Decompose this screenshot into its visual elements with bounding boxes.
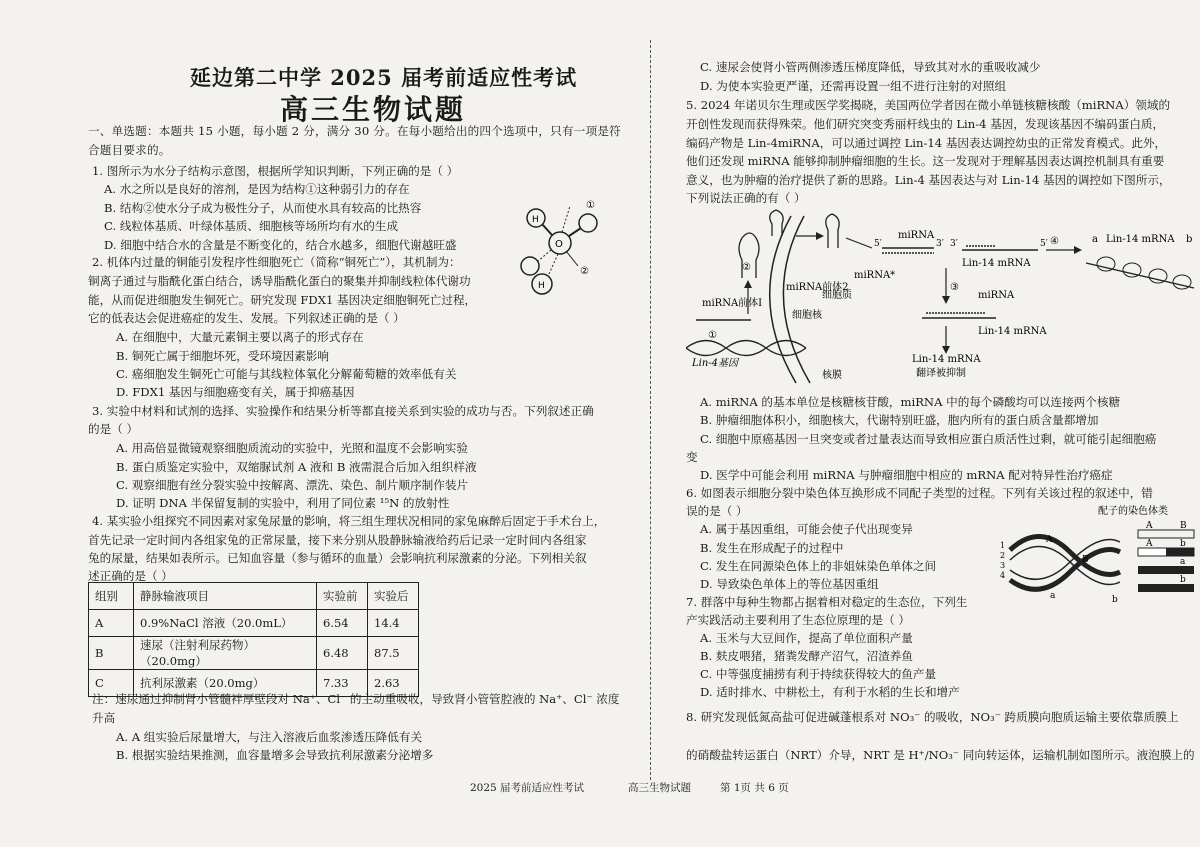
fig-p5: 5′ — [874, 239, 882, 249]
question-stem-line: 的硝酸盐转运蛋白（NRT）介导，NRT 是 H⁺/NO₃⁻ 同向转运体，运输机制如图所示。液泡膜上的 — [686, 748, 1195, 762]
question-stem: 5. 2024 年诺贝尔生理或医学奖揭晓，美国两位学者因在微小单链核糖核酸（miRNA）领域的 — [686, 98, 1171, 112]
fig-precursor1: miRNA前体I — [702, 298, 763, 309]
table-note: 注：速尿通过抑制肾小管髓袢厚壁段对 Na⁺、Cl⁻ 的主动重吸收，导致肾小管管腔液的 Na⁺、Cl⁻ 浓度 — [92, 692, 620, 706]
fig6-gA: A — [1146, 521, 1153, 531]
fig6-B: B — [1082, 555, 1089, 565]
option-b: B. 结构②使水分子成为极性分子，从而使水具有较高的比热容 — [104, 201, 422, 215]
table-cell: 14.4 — [368, 610, 419, 637]
fig-lin14: Lin-14 mRNA — [962, 258, 1031, 269]
fig6-1: 1 — [1000, 541, 1006, 550]
table-cell: 抗利尿激素（20.0mg） — [134, 670, 317, 697]
table-cell: 6.54 — [317, 610, 368, 637]
footer-page: 第 1页 共 6 页 — [720, 782, 789, 794]
fig6-title: 配子的染色体类 — [1098, 506, 1168, 517]
option-b: B. 麸皮喂猪，猪粪发酵产沼气，沼渣养鱼 — [700, 649, 913, 663]
exam-title: 延边第二中学 2025 届考前适应性考试 — [190, 65, 578, 90]
fig-precursor2: miRNA前体2 — [786, 282, 849, 293]
water-molecule-figure — [500, 188, 620, 298]
fig-lin14-2: Lin-14 mRNA — [978, 326, 1047, 337]
option-c: C. 观察细胞有丝分裂实验中按解离、漂洗、染色、制片顺序制作装片 — [116, 478, 469, 492]
fig-lin14-3: Lin-14 mRNA — [1106, 234, 1175, 245]
fig-mirna-star: miRNA* — [854, 270, 896, 281]
option-a: A. 玉米与大豆间作，提高了单位面积产量 — [700, 631, 913, 645]
table-row — [89, 610, 419, 637]
question-stem-line: 意义，也为肿瘤的治疗提供了新的思路。Lin-4 基因表达与对 Lin-14 基因的调控如下图所示， — [686, 173, 1171, 187]
table-cell: C — [89, 670, 134, 697]
fig-p3b: 3′ — [950, 239, 958, 249]
question-stem-line: 误的是（ ） — [686, 504, 748, 518]
fig6-b: b — [1112, 595, 1118, 605]
fig-mirna: miRNA — [898, 230, 935, 241]
option-b: B. 根据实验结果推测，血容量增多会导致抗利尿激素分泌增多 — [116, 748, 434, 762]
fig-n2: ② — [742, 262, 751, 273]
question-stem-line: 产实践活动主要利用了生态位原理的是（ ） — [686, 613, 910, 627]
fig-membrane: 核膜 — [822, 370, 842, 381]
fig6-gA2: A — [1146, 539, 1153, 549]
fig-blocked2: 翻译被抑制 — [916, 368, 966, 379]
fig-mirna-2: miRNA — [978, 290, 1015, 301]
question-stem: 8. 研究发现低氮高盐可促进碱蓬根系对 NO₃⁻ 的吸收，NO₃⁻ 跨质膜向胞质运输主要依靠质膜上 — [686, 710, 1179, 724]
table-header-row — [89, 583, 419, 610]
fig6-gB: B — [1180, 521, 1187, 531]
question-stem: 4. 某实验小组探究不同因素对家兔尿量的影响，将三组生理状况相同的家兔麻醉后固定于手术台上， — [92, 514, 606, 528]
table-header: 实验前 — [317, 583, 368, 610]
question-stem: 3. 实验中材料和试剂的选择、实验操作和结果分析等都直接关系到实验的成功与否。下列叙述正确 — [92, 404, 594, 418]
question-stem-line: 兔的尿量，结果如表所示。已知血容量（参与循环的血量）会影响抗利尿激素的分泌。下列相关叙 — [88, 551, 587, 565]
section-instruction: 一、单选题：本题共 15 小题，每小题 2 分，满分 30 分。在每小题给出的四个选项中，只有一项是符 — [88, 124, 621, 138]
option-a: A. 水之所以是良好的溶剂，是因为结构①这种弱引力的存在 — [104, 182, 410, 196]
fig6-ga: a — [1180, 557, 1186, 567]
fig-a: a — [1092, 234, 1098, 245]
question-stem-line: 铜离子通过与脂酰化蛋白结合，诱导脂酰化蛋白的聚集并抑制线粒体代谢功 — [88, 274, 471, 288]
fig6-2: 2 — [1000, 551, 1006, 560]
table-cell: A — [89, 610, 134, 637]
fig-n3: ③ — [950, 282, 959, 293]
option-c: C. 中等强度捕捞有利于持续获得较大的鱼产量 — [700, 667, 937, 681]
fig6-3: 3 — [1000, 561, 1006, 570]
fig-n4: ④ — [1050, 236, 1059, 247]
question-stem: 2. 机体内过量的铜能引发程序性细胞死亡（简称“铜死亡”），其机制为： — [92, 255, 461, 269]
option-c: C. 癌细胞发生铜死亡可能与其线粒体氧化分解葡萄糖的效率低有关 — [116, 367, 457, 381]
table-cell: 速尿（注射利尿药物）（20.0mg） — [134, 637, 317, 670]
mirna-regulation-figure — [686, 208, 1198, 388]
section-instruction-cont: 合题目要求的。 — [88, 143, 171, 157]
fig6-gb: b — [1180, 539, 1186, 549]
question-stem: 6. 如图表示细胞分裂中染色体互换形成不同配子类型的过程。下列有关该过程的叙述中，错 — [686, 486, 1153, 500]
urine-volume-table — [88, 582, 419, 697]
fig6-gb2: b — [1180, 575, 1186, 585]
option-c-cont: 变 — [686, 450, 698, 464]
fig-b: b — [1186, 234, 1193, 245]
fig-cytoplasm: 细胞质 — [822, 290, 852, 301]
option-a: A. 在细胞中，大量元素铜主要以离子的形式存在 — [116, 330, 364, 344]
fig-p5b: 5′ — [1040, 239, 1048, 249]
fig-nucleus: 细胞核 — [792, 310, 822, 321]
table-cell: 87.5 — [368, 637, 419, 670]
option-a: A. 用高倍显微镜观察细胞质流动的实验中，光照和温度不会影响实验 — [116, 441, 468, 455]
table-note-cont: 升高 — [92, 711, 116, 725]
fig-o: O — [555, 239, 563, 250]
q4-option-d: D. 为使本实验更严谨，还需再设置一组不进行注射的对照组 — [700, 79, 1007, 93]
table-cell: 7.33 — [317, 670, 368, 697]
question-stem-line: 的是（ ） — [88, 422, 139, 436]
option-c: C. 细胞中原癌基因一旦突变或者过量表达而导致相应蛋白质活性过剩，就可能引起细胞癌 — [700, 432, 1157, 446]
fig-p3: 3′ — [936, 239, 944, 249]
table-cell: B — [89, 637, 134, 670]
question-stem: 7. 群落中每种生物都占据着相对稳定的生态位，下列生 — [686, 595, 968, 609]
option-b: B. 发生在形成配子的过程中 — [700, 541, 844, 555]
table-cell: 2.63 — [368, 670, 419, 697]
option-a: A. 属于基因重组，可能会使子代出现变异 — [700, 522, 913, 536]
table-header: 实验后 — [368, 583, 419, 610]
table-header: 组别 — [89, 583, 134, 610]
question-stem-line: 编码产物是 Lin-4miRNA，可以通过调控 Lin-14 基因表达调控幼虫的正常发育模式。此外， — [686, 136, 1167, 150]
question-stem-line: 首先记录一定时间内各组家兔的正常尿量，接下来分别从股静脉输液给药后记录一定时间内各组家 — [88, 533, 587, 547]
option-d: D. 适时排水、中耕松土，有利于水稻的生长和增产 — [700, 685, 960, 699]
table-row — [89, 637, 419, 670]
crossover-figure — [990, 502, 1198, 608]
footer-exam: 2025 届考前适应性考试 — [470, 782, 585, 794]
q4-option-c: C. 速尿会使肾小管两侧渗透压梯度降低，导致其对水的重吸收减少 — [700, 60, 1041, 74]
question-stem-line: 它的低表达会促进癌症的发生、发展。下列叙述正确的是（ ） — [88, 311, 405, 325]
option-b: B. 铜死亡属于细胞坏死，受环境因素影响 — [116, 349, 329, 363]
option-c: C. 发生在同源染色体上的非姐妹染色单体之间 — [700, 559, 937, 573]
fig6-a: a — [1050, 591, 1056, 601]
option-c: C. 线粒体基质、叶绿体基质、细胞核等场所均有水的生成 — [104, 219, 399, 233]
option-d: D. 证明 DNA 半保留复制的实验中，利用了同位素 ¹⁵N 的放射性 — [116, 496, 450, 510]
fig-n1: ① — [708, 330, 717, 341]
fig-h2: H — [538, 281, 545, 291]
subject-title: 高三生物试题 — [280, 93, 467, 126]
fig6-A: A — [1046, 535, 1053, 545]
fig-gene: Lin-4基因 — [692, 358, 739, 369]
option-d: D. FDX1 基因与细胞癌变有关，属于抑癌基因 — [116, 385, 355, 399]
table-header: 静脉输液项目 — [134, 583, 317, 610]
option-d: D. 医学中可能会利用 miRNA 与肿瘤细胞中相应的 mRNA 配对特异性治疗癌症 — [700, 468, 1113, 482]
question-stem-line: 开创性发现而获得殊荣。他们研究突变秀丽杆线虫的 Lin-4 基因，发现该基因不编码蛋白质， — [686, 117, 1165, 131]
fig-blocked: Lin-14 mRNA — [912, 354, 981, 365]
question-stem-line: 下列说法正确的有（ ） — [686, 191, 806, 205]
option-a: A. A 组实验后尿量增大，与注入溶液后血浆渗透压降低有关 — [116, 730, 423, 744]
question-stem: 1. 图所示为水分子结构示意图，根据所学知识判断，下列正确的是（ ） — [92, 164, 459, 178]
option-b: B. 蛋白质鉴定实验中，双缩脲试剂 A 液和 B 液需混合后加入组织样液 — [116, 460, 477, 474]
footer-subject: 高三生物试题 — [628, 782, 691, 794]
option-d: D. 导致染色单体上的等位基因重组 — [700, 577, 879, 591]
option-d: D. 细胞中结合水的含量是不断变化的，结合水越多，细胞代谢越旺盛 — [104, 238, 457, 252]
option-a: A. miRNA 的基本单位是核糖核苷酸，miRNA 中的每个磷酸均可以连接两个核糖 — [700, 395, 1121, 409]
fig-label-1: ① — [586, 200, 595, 211]
question-stem-line: 能，从而促进细胞发生铜死亡。研究发现 FDX1 基因决定细胞铜死亡过程， — [88, 293, 477, 307]
fig6-4: 4 — [1000, 571, 1006, 580]
fig-h1: H — [532, 215, 539, 225]
option-b: B. 肿瘤细胞体积小，细胞核大，代谢特别旺盛，胞内所有的蛋白质含量都增加 — [700, 413, 1099, 427]
table-cell: 0.9%NaCl 溶液（20.0mL） — [134, 610, 317, 637]
question-stem-line: 他们还发现 miRNA 能够抑制肿瘤细胞的生长。这一发现对于理解基因表达调控机制具有重要 — [686, 154, 1165, 168]
column-divider — [650, 40, 651, 780]
question-stem-line: 述正确的是（ ） — [88, 569, 173, 583]
table-cell: 6.48 — [317, 637, 368, 670]
fig-label-2: ② — [580, 266, 589, 277]
